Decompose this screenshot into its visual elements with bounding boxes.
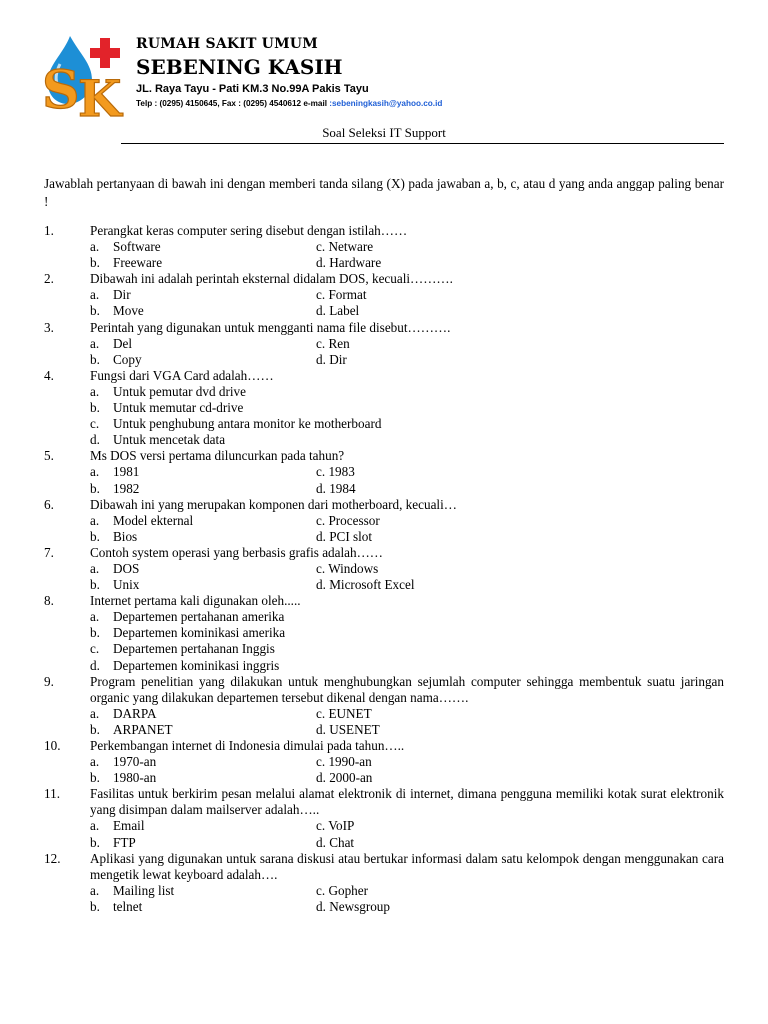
option-letter: d. xyxy=(90,657,100,673)
option-list xyxy=(90,609,724,673)
answer-option xyxy=(316,464,566,480)
option-grid xyxy=(90,883,724,915)
answer-option xyxy=(90,287,316,303)
answer-option xyxy=(90,818,316,834)
question-row xyxy=(44,786,724,818)
option-grid xyxy=(90,336,724,368)
question-text: Ms DOS versi pertama diluncurkan pada tahun? xyxy=(90,448,345,464)
question-number: 7. xyxy=(44,544,54,560)
option-letter: b. xyxy=(90,255,100,271)
answer-option xyxy=(90,609,724,625)
answer-option xyxy=(316,754,566,770)
org-name-line2: SEBENING KASIH xyxy=(136,55,343,79)
question-item xyxy=(44,545,724,593)
question-item xyxy=(44,320,724,368)
option-text: DOS xyxy=(113,560,140,576)
option-letter: b. xyxy=(90,577,100,593)
answer-option xyxy=(90,336,316,352)
option-list xyxy=(90,384,724,448)
option-text: d. PCI slot xyxy=(316,528,373,544)
answer-option xyxy=(316,336,566,352)
answer-option xyxy=(316,899,566,915)
option-grid xyxy=(90,561,724,593)
answer-option xyxy=(90,835,316,851)
option-letter: b. xyxy=(90,351,100,367)
answer-option xyxy=(90,625,724,641)
question-item xyxy=(44,674,724,738)
option-text: Copy xyxy=(113,351,142,367)
question-item xyxy=(44,593,724,673)
option-text: Untuk pemutar dvd drive xyxy=(113,383,246,399)
answer-option xyxy=(90,416,724,432)
page-title: Soal Seleksi IT Support xyxy=(322,125,446,140)
answer-option xyxy=(90,658,724,674)
question-number: 5. xyxy=(44,448,54,464)
header-divider xyxy=(121,143,724,144)
contact-email: :sebeningkasih@yahoo.co.id xyxy=(329,99,443,108)
question-number: 10. xyxy=(44,738,61,753)
answer-option xyxy=(316,561,566,577)
question-text: Perintah yang digunakan untuk mengganti nama file disebut………. xyxy=(90,319,451,335)
answer-option xyxy=(90,722,316,738)
option-text: Untuk penghubung antara monitor ke motherboard xyxy=(113,416,382,432)
option-text: d. Microsoft Excel xyxy=(316,577,415,593)
option-text: d. 1984 xyxy=(316,480,356,496)
svg-text:S: S xyxy=(42,60,80,120)
option-grid xyxy=(90,754,724,786)
option-grid xyxy=(90,513,724,545)
answer-option xyxy=(316,818,566,834)
answer-option xyxy=(90,239,316,255)
question-number: 3. xyxy=(44,319,54,335)
option-letter: a. xyxy=(90,464,100,480)
answer-option xyxy=(316,513,566,529)
question-item xyxy=(44,271,724,319)
answer-option xyxy=(90,464,316,480)
option-text: c. 1983 xyxy=(316,464,355,480)
answer-option xyxy=(316,529,566,545)
answer-option xyxy=(316,287,566,303)
answer-option xyxy=(316,577,566,593)
option-grid xyxy=(90,706,724,738)
option-text: d. USENET xyxy=(316,721,380,737)
question-item xyxy=(44,851,724,915)
option-text: Mailing list xyxy=(113,882,175,898)
answer-option xyxy=(90,352,316,368)
option-letter: a. xyxy=(90,512,100,528)
option-text: d. 2000-an xyxy=(316,770,373,786)
option-letter: a. xyxy=(90,882,100,898)
question-number: 8. xyxy=(44,593,54,609)
option-text: DARPA xyxy=(113,705,157,721)
option-text: 1970-an xyxy=(113,754,157,770)
option-text: FTP xyxy=(113,834,136,850)
answer-option xyxy=(90,384,724,400)
question-number: 1. xyxy=(44,223,54,238)
question-row xyxy=(44,223,724,239)
svg-text:K: K xyxy=(78,69,122,120)
question-row xyxy=(44,368,724,384)
option-text: d. Dir xyxy=(316,351,347,367)
answer-option xyxy=(90,432,724,448)
option-letter: b. xyxy=(90,528,100,544)
question-text: Fasilitas untuk berkirim pesan melalui alamat elektronik di internet, dimana pengguna memiliki kotak surat elektronik yang disimpan dalam mailserver adalah….. xyxy=(90,786,724,818)
option-letter: b. xyxy=(90,400,100,416)
option-letter: a. xyxy=(90,818,100,834)
org-contact xyxy=(136,99,442,108)
question-row xyxy=(44,320,724,336)
option-letter: b. xyxy=(90,834,100,850)
option-letter: a. xyxy=(90,335,100,351)
option-text: c. EUNET xyxy=(316,705,372,721)
question-text: Dibawah ini yang merupakan komponen dari motherboard, kecuali… xyxy=(90,496,457,512)
option-letter: a. xyxy=(90,383,100,399)
answer-option xyxy=(90,481,316,497)
option-letter: b. xyxy=(90,721,100,737)
question-text: Perangkat keras computer sering disebut dengan istilah…… xyxy=(90,223,408,238)
option-text: d. Hardware xyxy=(316,255,382,271)
option-text: Unix xyxy=(113,577,140,593)
question-row xyxy=(44,738,724,754)
answer-option xyxy=(316,352,566,368)
answer-option xyxy=(316,770,566,786)
question-item xyxy=(44,497,724,545)
answer-option xyxy=(316,255,566,271)
answer-option xyxy=(90,303,316,319)
option-letter: a. xyxy=(90,609,100,625)
option-text: d. Newsgroup xyxy=(316,898,390,914)
option-grid xyxy=(90,464,724,496)
question-number: 11. xyxy=(44,786,60,802)
answer-option xyxy=(90,899,316,915)
option-text: Untuk mencetak data xyxy=(113,432,226,448)
answer-option xyxy=(90,400,724,416)
option-text: Move xyxy=(113,303,144,319)
answer-option xyxy=(90,754,316,770)
option-text: c. Gopher xyxy=(316,882,368,898)
question-text: Dibawah ini adalah perintah eksternal didalam DOS, kecuali………. xyxy=(90,271,453,287)
answer-option xyxy=(316,303,566,319)
option-letter: b. xyxy=(90,625,100,641)
option-text: ARPANET xyxy=(113,721,173,737)
answer-option xyxy=(90,255,316,271)
answer-option xyxy=(90,770,316,786)
option-text: c. Processor xyxy=(316,512,380,528)
question-text: Internet pertama kali digunakan oleh..... xyxy=(90,593,301,609)
option-text: Departemen kominikasi inggris xyxy=(113,657,280,673)
answer-option xyxy=(90,561,316,577)
question-number: 9. xyxy=(44,673,54,689)
answer-option xyxy=(316,722,566,738)
option-text: Dir xyxy=(113,287,131,303)
option-text: Untuk memutar cd-drive xyxy=(113,400,244,416)
answer-option xyxy=(316,239,566,255)
option-text: 1980-an xyxy=(113,770,157,786)
option-text: Bios xyxy=(113,528,138,544)
question-item xyxy=(44,448,724,496)
question-item xyxy=(44,786,724,850)
option-letter: d. xyxy=(90,432,100,448)
option-letter: b. xyxy=(90,480,100,496)
option-grid xyxy=(90,287,724,319)
option-letter: c. xyxy=(90,641,100,657)
question-row xyxy=(44,271,724,287)
question-number: 12. xyxy=(44,850,61,866)
contact-phone-fax: Telp : (0295) 4150645, Fax : (0295) 4540612 e-mail xyxy=(136,99,330,108)
option-text: c. VoIP xyxy=(316,818,355,834)
answer-option xyxy=(316,835,566,851)
org-name-line1: RUMAH SAKIT UMUM xyxy=(136,36,318,52)
question-row xyxy=(44,497,724,513)
option-text: c. Windows xyxy=(316,560,379,576)
question-item xyxy=(44,368,724,448)
option-letter: b. xyxy=(90,770,100,786)
question-row xyxy=(44,593,724,609)
answer-option xyxy=(316,481,566,497)
question-list xyxy=(44,223,724,915)
option-text: Departemen pertahanan amerika xyxy=(113,609,285,625)
option-grid xyxy=(90,239,724,271)
option-text: c. Format xyxy=(316,287,367,303)
question-text: Program penelitian yang dilakukan untuk menghubungkan sejumlah computer sehingga membentuk suatu jaringan organic yang dilakukan departemen tersebut dikenal dengan nama……. xyxy=(90,673,724,705)
option-text: Software xyxy=(113,239,161,255)
option-letter: b. xyxy=(90,303,100,319)
option-text: c. Ren xyxy=(316,335,350,351)
option-text: Departemen kominikasi amerika xyxy=(113,625,286,641)
answer-option xyxy=(316,706,566,722)
answer-option xyxy=(90,641,724,657)
answer-option xyxy=(90,513,316,529)
option-letter: a. xyxy=(90,754,100,770)
option-text: d. Chat xyxy=(316,834,355,850)
question-row xyxy=(44,545,724,561)
question-text: Fungsi dari VGA Card adalah…… xyxy=(90,367,274,383)
answer-option xyxy=(90,883,316,899)
question-item xyxy=(44,223,724,271)
question-text: Perkembangan internet di Indonesia dimulai pada tahun….. xyxy=(90,738,405,753)
question-number: 4. xyxy=(44,367,54,383)
question-text: Aplikasi yang digunakan untuk sarana diskusi atau bertukar informasi dalam satu kelompok dengan menggunakan cara mengetik lewat keyboard adalah…. xyxy=(90,850,724,882)
option-text: Departemen pertahanan Inggis xyxy=(113,641,275,657)
org-address: JL. Raya Tayu - Pati KM.3 No.99A Pakis Tayu xyxy=(136,83,369,95)
option-text: c. Netware xyxy=(316,239,374,255)
answer-option xyxy=(90,577,316,593)
option-letter: a. xyxy=(90,239,100,255)
question-item xyxy=(44,738,724,786)
option-text: Email xyxy=(113,818,145,834)
option-grid xyxy=(90,818,724,850)
question-number: 6. xyxy=(44,496,54,512)
answer-option xyxy=(316,883,566,899)
question-row xyxy=(44,448,724,464)
option-letter: a. xyxy=(90,560,100,576)
option-text: Freeware xyxy=(113,255,163,271)
option-letter: a. xyxy=(90,287,100,303)
option-letter: b. xyxy=(90,898,100,914)
hospital-logo xyxy=(40,34,132,120)
answer-option xyxy=(90,529,316,545)
option-text: Del xyxy=(113,335,133,351)
option-letter: c. xyxy=(90,416,100,432)
question-number: 2. xyxy=(44,271,54,287)
option-text: Model ekternal xyxy=(113,512,194,528)
option-text: telnet xyxy=(113,898,143,914)
option-text: c. 1990-an xyxy=(316,754,372,770)
option-text: 1982 xyxy=(113,480,140,496)
question-text: Contoh system operasi yang berbasis grafis adalah…… xyxy=(90,544,383,560)
option-text: d. Label xyxy=(316,303,360,319)
question-row xyxy=(44,851,724,883)
option-text: 1981 xyxy=(113,464,140,480)
instructions: Jawablah pertanyaan di bawah ini dengan memberi tanda silang (X) pada jawaban a, b, c, atau d yang anda anggap paling benar ! xyxy=(44,176,724,209)
question-row xyxy=(44,674,724,706)
answer-option xyxy=(90,706,316,722)
option-letter: a. xyxy=(90,705,100,721)
